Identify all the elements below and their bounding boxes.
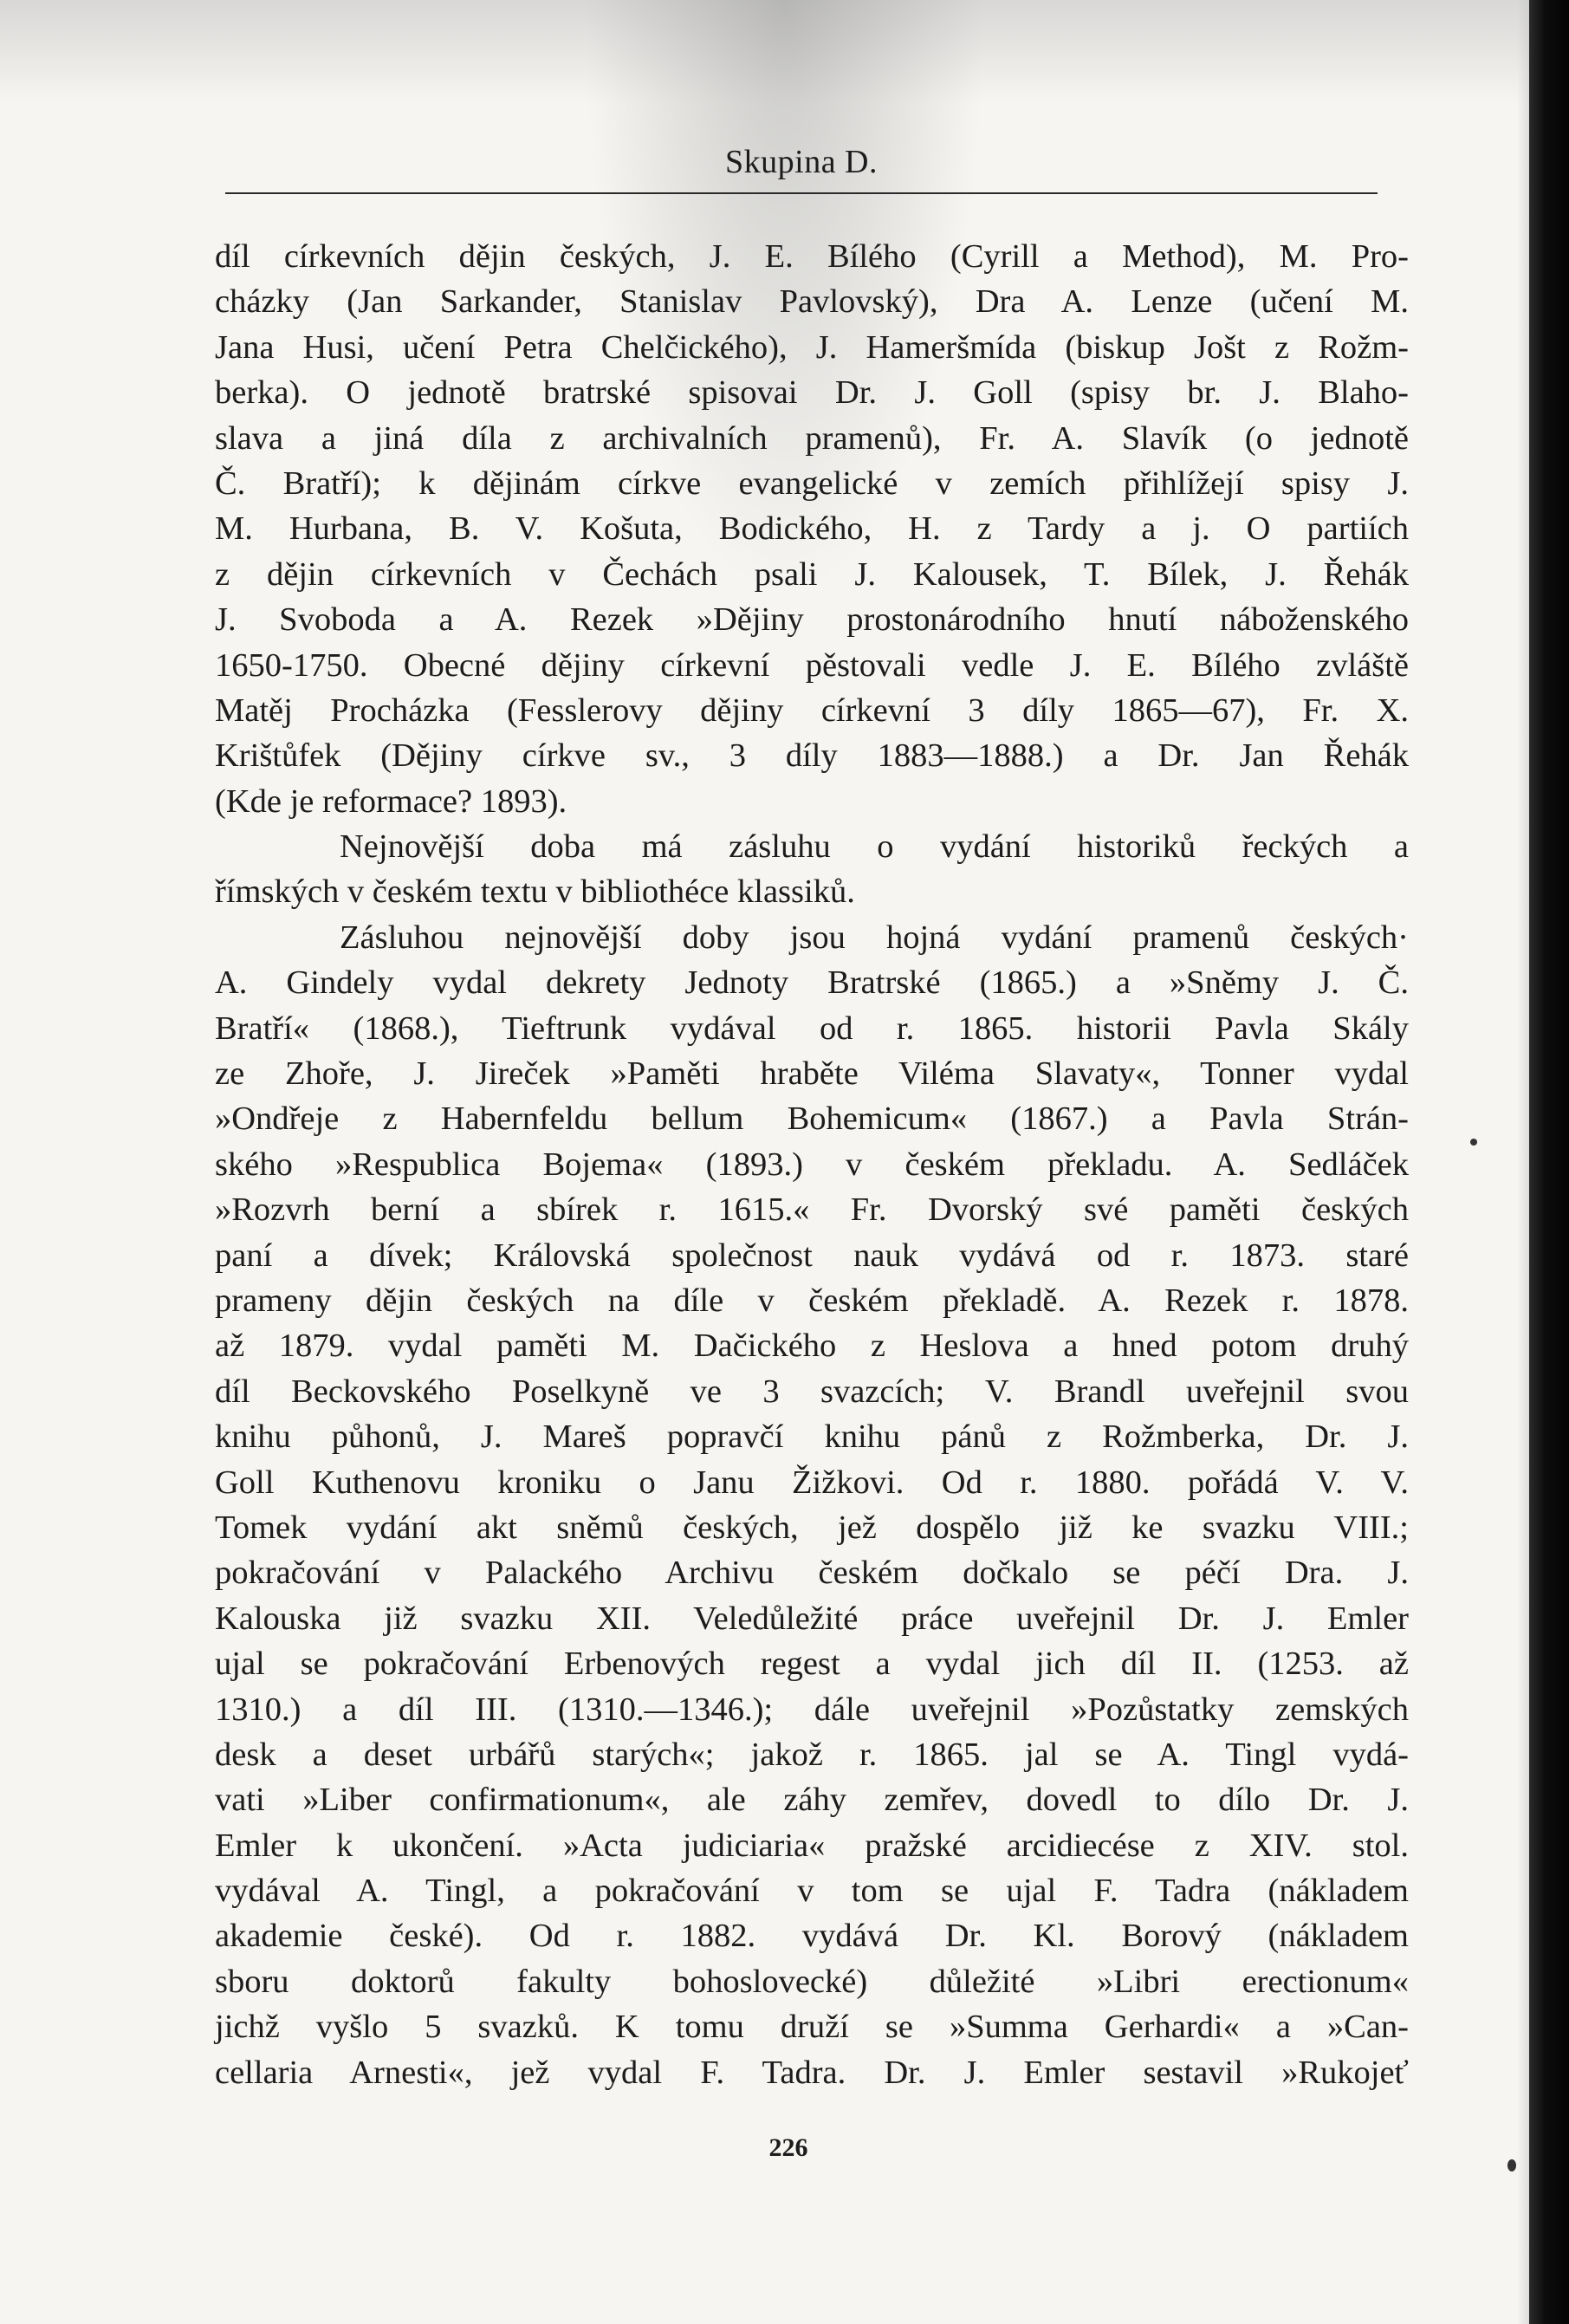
text-line: paní a dívek; Královská společnost nauk vydává od r. 1873. staré: [215, 1237, 1409, 1274]
text-line: Zásluhou nejnovější doby jsou hojná vydání pramenů českých·: [340, 919, 1409, 956]
text-line: Č. Bratří); k dějinám církve evangelické v zemích přihlížejí spisy J.: [215, 464, 1409, 502]
text-line: vydával A. Tingl, a pokračování v tom se ujal F. Tadra (nákladem: [215, 1873, 1409, 1910]
text-line: akademie české). Od r. 1882. vydává Dr. Kl. Borový (nákladem: [215, 1918, 1409, 1955]
text-line: A. Gindely vydal dekrety Jednoty Bratrské (1865.) a »Sněmy J. Č.: [215, 964, 1409, 1002]
text-line: 1650-1750. Obecné dějiny církevní pěstovali vedle J. E. Bílého zvláště: [215, 646, 1409, 684]
scan-speck: [1507, 2159, 1516, 2171]
scan-speck: [1470, 1139, 1477, 1146]
text-line: slava a jiná díla z archivalních pramenů), Fr. A. Slavík (o jednotě: [215, 419, 1409, 457]
text-line: jichž vyšlo 5 svazků. K tomu druží se »Summa Gerhardi« a »Can-: [215, 2009, 1409, 2046]
text-line: díl církevních dějin českých, J. E. Bílého (Cyrill a Method), M. Pro-: [215, 238, 1409, 275]
text-line: ze Zhoře, J. Jireček »Paměti hraběte Viléma Slavaty«, Tonner vydal: [215, 1055, 1409, 1093]
text-line: sboru doktorů fakulty bohoslovecké) důležité »Libri erectionum«: [215, 1963, 1409, 2000]
text-line: římských v českém textu v bibliothéce klassiků.: [215, 873, 855, 911]
text-line: M. Hurbana, B. V. Košuta, Bodického, H. z Tardy a j. O partiích: [215, 510, 1409, 548]
text-line: (Kde je reformace? 1893).: [215, 782, 567, 820]
text-line: pokračování v Palackého Archivu českém dočkalo se péčí Dra. J.: [215, 1555, 1409, 1592]
text-line: Emler k ukončení. »Acta judiciaria« pražské arcidiecése z XIV. stol.: [215, 1827, 1409, 1864]
text-line: berka). O jednotě bratrské spisovai Dr. J. Goll (spisy br. J. Blaho-: [215, 374, 1409, 412]
text-line: Bratří« (1868.), Tieftrunk vydával od r. 1865. historii Pavla Skály: [215, 1009, 1409, 1047]
text-line: až 1879. vydal paměti M. Dačického z Heslova a hned potom druhý: [215, 1328, 1409, 1365]
page-edge-shading: [1517, 0, 1529, 2324]
text-line: Kalouska již svazku XII. Veledůležité práce uveřejnil Dr. J. Emler: [215, 1600, 1409, 1637]
text-line: vati »Liber confirmationum«, ale záhy zemřev, dovedl to dílo Dr. J.: [215, 1782, 1409, 1819]
text-line: desk a deset urbářů starých«; jakož r. 1865. jal se A. Tingl vydá-: [215, 1736, 1409, 1773]
text-line: »Ondřeje z Habernfeldu bellum Bohemicum« (1867.) a Pavla Strán-: [215, 1100, 1409, 1138]
text-line: »Rozvrh berní a sbírek r. 1615.« Fr. Dvorský své paměti českých: [215, 1191, 1409, 1229]
text-line: ujal se pokračování Erbenových regest a vydal jich díl II. (1253. až: [215, 1646, 1409, 1683]
text-line: Krištůfek (Dějiny církve sv., 3 díly 1883—1888.) a Dr. Jan Řehák: [215, 737, 1409, 775]
text-line: cellaria Arnesti«, jež vydal F. Tadra. Dr. J. Emler sestavil »Rukojeť: [215, 2054, 1409, 2091]
text-line: knihu půhonů, J. Mareš popravčí knihu pánů z Rožmberka, Dr. J.: [215, 1418, 1409, 1456]
text-line: ského »Respublica Bojema« (1893.) v českém překladu. A. Sedláček: [215, 1146, 1409, 1183]
text-line: Goll Kuthenovu kroniku o Janu Žižkovi. Od r. 1880. pořádá V. V.: [215, 1464, 1409, 1501]
text-line: J. Svoboda a A. Rezek »Dějiny prostonárodního hnutí náboženského: [215, 601, 1409, 639]
header-rule: [225, 192, 1378, 194]
text-line: 1310.) a díl III. (1310.—1346.); dále uveřejnil »Pozůstatky zemských: [215, 1691, 1409, 1728]
text-line: prameny dějin českých na díle v českém překladě. A. Rezek r. 1878.: [215, 1282, 1409, 1319]
text-line: díl Beckovského Poselkyně ve 3 svazcích; V. Brandl uveřejnil svou: [215, 1373, 1409, 1410]
page-number: 226: [768, 2133, 808, 2162]
text-line: Matěj Procházka (Fesslerovy dějiny církevní 3 díly 1865—67), Fr. X.: [215, 691, 1409, 729]
body-text: [215, 234, 1409, 2095]
text-line: cházky (Jan Sarkander, Stanislav Pavlovský), Dra A. Lenze (učení M.: [215, 283, 1409, 321]
text-line: Jana Husi, učení Petra Chelčického), J. Hameršmída (biskup Jošt z Rožm-: [215, 328, 1409, 366]
running-header: Skupina D.: [725, 144, 878, 180]
scan-dark-border: [1529, 0, 1569, 2324]
text-line: Tomek vydání akt sněmů českých, jež dospělo již ke svazku VIII.;: [215, 1509, 1409, 1546]
text-line: Nejnovější doba má zásluhu o vydání historiků řeckých a: [340, 828, 1409, 866]
text-line: z dějin církevních v Čechách psali J. Kalousek, T. Bílek, J. Řehák: [215, 555, 1409, 593]
